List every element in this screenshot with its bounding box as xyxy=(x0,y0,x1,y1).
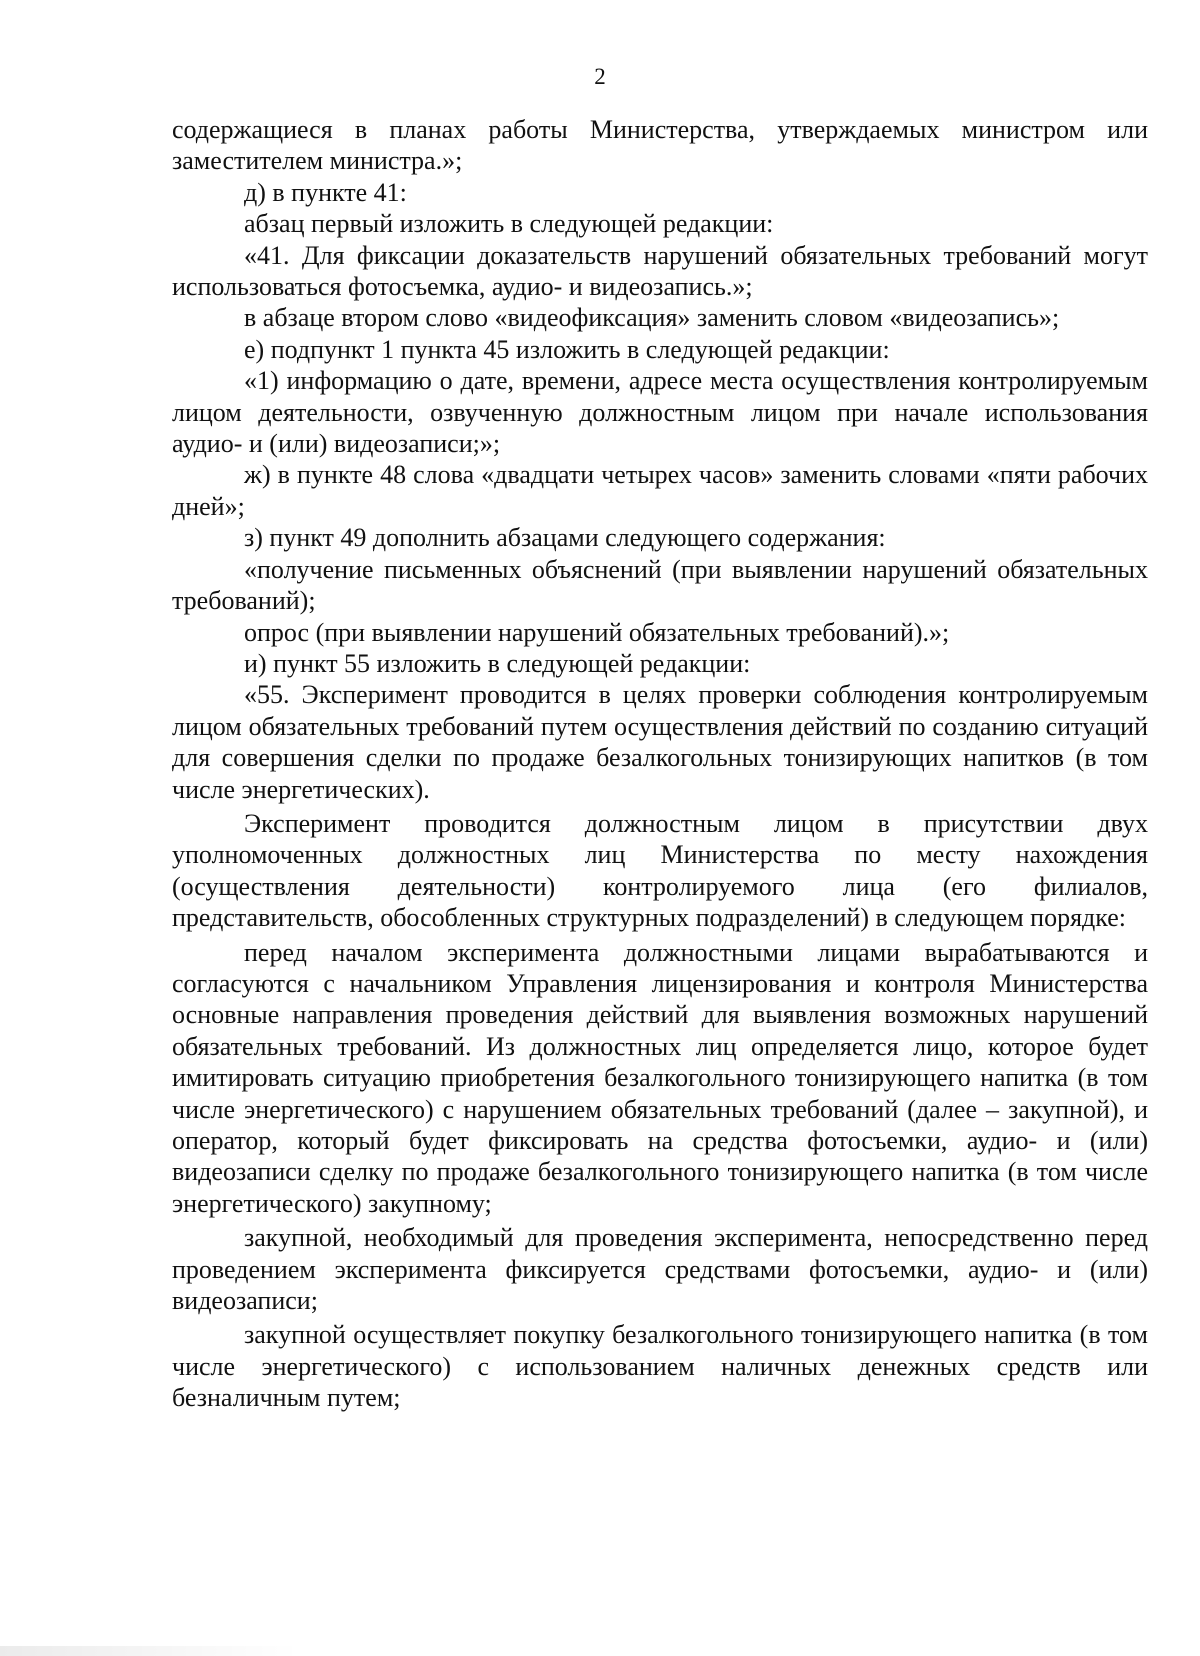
paragraph-4: «41. Для фиксации доказательств нарушений обязательных требований могут использоваться фотосъемка, аудио- и видеозапись.»; xyxy=(172,240,1148,302)
paragraph-15: перед началом эксперимента должностными лицами вырабатываются и согласуются с начальником Управления лицензирования и контроля Министерства основные направления проведения действий для выявления возможных нарушений обязательных требований. Из должностных лиц определяется лицо, которое будет имитировать ситуацию приобретения безалкогольного тонизирующего напитка (в том числе энергетического) с нарушением обязательных требований (далее – закупной), и оператор, который будет фиксировать на средства фотосъемки, аудио- и (или) видеозаписи сделку по продаже безалкогольного тонизирующего напитка (в том числе энергетического) закупному; xyxy=(172,937,1148,1218)
paragraph-1: содержащиеся в планах работы Министерства, утверждаемых министром или заместителем министра.»; xyxy=(172,115,1148,176)
paragraph-5: в абзаце втором слово «видеофиксация» заменить словом «видеозапись»; xyxy=(244,303,1060,333)
paragraph-10: «получение письменных объяснений (при выявлении нарушений обязательных требований); xyxy=(172,554,1148,616)
paragraph-17: закупной осуществляет покупку безалкогольного тонизирующего напитка (в том числе энергетического) с использованием наличных денежных средств или безналичным путем; xyxy=(172,1320,1148,1413)
paragraph-14: Эксперимент проводится должностным лицом в присутствии двух уполномоченных должностных лиц Министерства по месту нахождения (осуществления деятельности) контролируемого лица (его филиалов, представительств, обособленных структурных подразделений) в следующем порядке: xyxy=(172,808,1148,933)
document-body xyxy=(172,114,1148,1414)
paragraph-7: «1) информацию о дате, времени, адресе места осуществления контролируемым лицом деятельности, озвученную должностным лицом при начале использования аудио- и (или) видеозаписи;»; xyxy=(172,366,1148,459)
paragraph-12: и) пункт 55 изложить в следующей редакции: xyxy=(244,648,751,678)
paragraph-2: д) в пункте 41: xyxy=(244,177,407,207)
paragraph-13: «55. Эксперимент проводится в целях проверки соблюдения контролируемым лицом обязательных требований путем осуществления действий по созданию ситуаций для совершения сделки по продаже безалкогольных тонизирующих напитков (в том числе энергетических). xyxy=(172,680,1148,804)
paragraph-6: е) подпункт 1 пункта 45 изложить в следующей редакции: xyxy=(244,334,890,364)
paragraph-9: з) пункт 49 дополнить абзацами следующего содержания: xyxy=(244,523,886,553)
page-number: 2 xyxy=(594,64,606,89)
paragraph-11: опрос (при выявлении нарушений обязательных требований).»; xyxy=(244,617,950,647)
paragraph-16: закупной, необходимый для проведения эксперимента, непосредственно перед проведением эксперимента фиксируется средствами фотосъемки, аудио- и (или) видеозаписи; xyxy=(172,1223,1148,1316)
scan-edge-artifact xyxy=(0,1646,300,1656)
paragraph-8: ж) в пункте 48 слова «двадцати четырех часов» заменить словами «пяти рабочих дней»; xyxy=(172,460,1148,521)
paragraph-3: абзац первый изложить в следующей редакции: xyxy=(244,209,774,239)
